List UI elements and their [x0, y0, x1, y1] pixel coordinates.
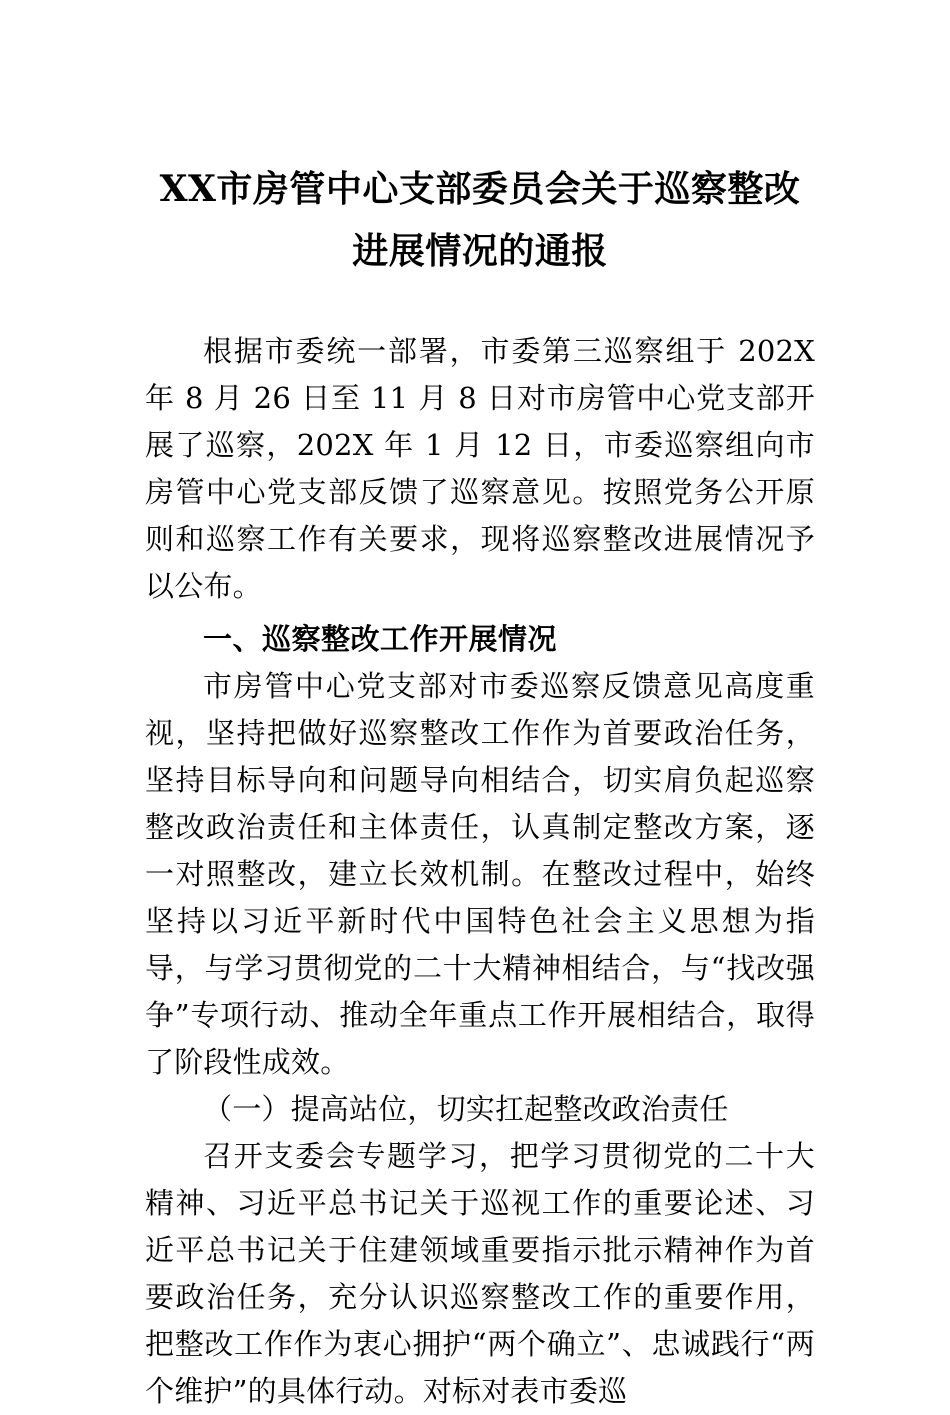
section-heading-1: 一、巡察整改工作开展情况 [203, 622, 558, 656]
subsection-1-1-paragraph: 召开支委会专题学习，把学习贯彻党的二十大精神、习近平总书记关于巡视工作的重要论述、习近平总书记关于住建领域重要指示批示精神作为首要政治任务，充分认识巡察整改工作的重要作用，把整改工作作为衷心拥护“两个确立”、忠诚践行“两个维护”的具体行动。对标对表市委巡 [145, 1139, 815, 1408]
intro-paragraph: 根据市委统一部署，市委第三巡察组于 202X 年 8 月 26 日至 11 月 8 日对市房管中心党支部开展了巡察，202X 年 1 月 12 日，市委巡察组向市房管中心党支部反馈了巡察意见。按照党务公开原则和巡察工作有关要求，现将巡察整改进展情况予以公布。 [145, 334, 815, 603]
title-body-spacer [145, 282, 815, 328]
subsection-heading-1-1: （一）提高站位，切实扛起整改政治责任 [203, 1092, 729, 1126]
page-title: XX市房管中心支部委员会关于巡察整改进展情况的通报 [159, 168, 801, 272]
section-1-paragraph: 市房管中心党支部对市委巡察反馈意见高度重视，坚持把做好巡察整改工作作为首要政治任务，坚持目标导向和问题导向相结合，切实肩负起巡察整改政治责任和主体责任，认真制定整改方案，逐一对照整改，建立长效机制。在整改过程中，始终坚持以习近平新时代中国特色社会主义思想为指导，与学习贯彻党的二十大精神相结合，与“找改强争”专项行动、推动全年重点工作开展相结合，取得了阶段性成效。 [145, 669, 815, 1079]
